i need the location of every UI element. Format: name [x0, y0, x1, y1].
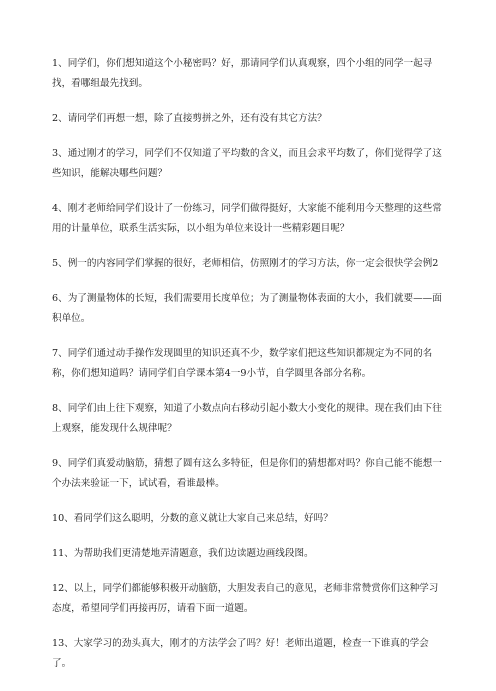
paragraph-item-12: 12、以上，同学们都能够积极开动脑筋，大胆发表自己的意见，老师非常赞赏你们这种学习态度，希望同学们再接再厉，请看下面一道题。 — [52, 583, 439, 614]
paragraph-item-8: 8、同学们由上往下观察，知道了小数点向右移动引起小数大小变化的规律。现在我们由下往上观察，能发现什么规律呢？ — [52, 403, 442, 434]
paragraph-item-3: 3、通过刚才的学习，同学们不仅知道了平均数的含义，而且会求平均数了，你们觉得学了这些知识，能解决哪些问题？ — [52, 148, 442, 179]
paragraph-item-2: 2、请同学们再想一想，除了直接剪拼之外，还有没有其它方法？ — [52, 113, 327, 124]
document-body — [52, 54, 444, 674]
paragraph-item-9: 9、同学们真爱动脑筋，猜想了圆有这么多特征，但是你们的猜想都对吗？你自己能不能想一个办法来验证一下，试试看，看谁最棒。 — [52, 458, 442, 489]
paragraph-item-7: 7、同学们通过动手操作发现圆里的知识还真不少，数学家们把这些知识都规定为不同的名称，你们想知道吗？请同学们自学课本第4一9小节，自学圆里各部分名称。 — [52, 348, 433, 379]
paragraph-item-11: 11、为帮助我们更清楚地弄清题意，我们边读题边画线段图。 — [52, 548, 314, 559]
paragraph-item-10: 10、看同学们这么聪明，分数的意义就让大家自己来总结，好吗？ — [52, 513, 333, 524]
paragraph-item-4: 4、刚才老师给同学们设计了一份练习，同学们做得挺好，大家能不能利用今天整理的这些常用的计量单位，联系生活实际，以小组为单位来设计一些精彩题目呢？ — [52, 203, 442, 234]
paragraph-item-5: 5、例一的内容同学们掌握的很好，老师相信，仿照刚才的学习方法，你一定会很快学会例2 — [52, 258, 439, 269]
paragraph-item-6: 6、为了测量物体的长短，我们需要用长度单位；为了测量物体表面的大小，我们就要——面积单位。 — [52, 293, 442, 324]
paragraph-item-1: 1、同学们，你们想知道这个小秘密吗？好，那请同学们认真观察，四个小组的同学一起寻找，看哪组最先找到。 — [52, 58, 433, 89]
paragraph-item-13: 13、大家学习的劲头真大，刚才的方法学会了吗？好！老师出道题，检查一下谁真的学会了。 — [52, 638, 429, 669]
